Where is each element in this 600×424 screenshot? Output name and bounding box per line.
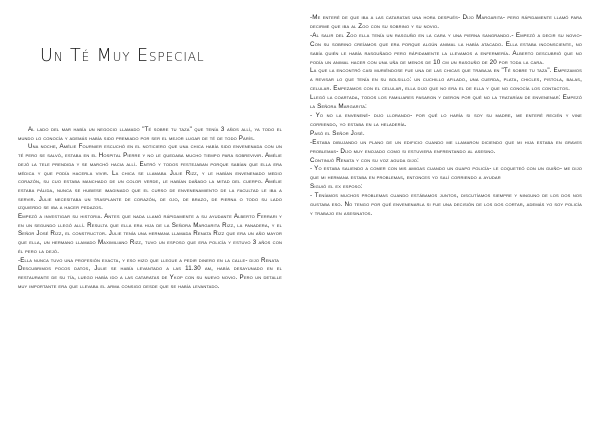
paragraph: Continuó Renata y con su voz aguda dijo: <box>310 156 419 164</box>
paragraph: -Me enteré de que iba a las cataratas una hora después- Dijo Margarita- pero rápidamente llamó para decirme que iba al Zoo con su sobrino y su novio. <box>310 14 582 30</box>
paragraph: -Estaba dibujando un plano de un edificio cuando me llamaron diciendo que mi hija estaba en graves problemas- Dijo muy enojado como si estuviera enfrentando al asesino. <box>310 138 582 155</box>
paragraph: - Yo no la envenené- dijo llorando- por qué lo haría si soy su madre, me enteré recién y vine corriendo, yo estaba en la heladería. <box>310 111 582 128</box>
paragraph: Pasó el Señor José. <box>310 129 365 137</box>
paragraph: Siguió el ex esposo: <box>310 183 363 191</box>
paragraph: Una noche, Amélie Fournier escuchó en el noticiero que una chica había sido envenenada con un té pero se salvó, estaba en el Hospital Pierre y no le quedaba mucho tiempo para sobrevivir. Amélie dejó la tele prendida y se marchó hacia allí. Entró y todos festejaban porque sabían que ella era médica y que podía hacerla vivir. La chica se llamaba Julie Rizz, y le habían envenenado medio corazón, su cuo estaba manchado de un color verde, le habían dañado la mitad del cuerpo. Amélie estaba pálida, nunca se hubiese imaginado que el curso de envenenamiento de la facultad le iba a servir. Julie necesitaba un trasplante de corazón, de ojo, de brazo, de pierna o todo su lado izquierdo se iba a hacer pedazos. <box>18 143 282 212</box>
paragraph: Descubrimos pocos datos, Julie se había levantado a las 11.30 am, había desayunado en el restaurante de su tía, luego había ido a las cataratas de Ykop con su nuevo novio. Pero un detalle muy importante era que llevaba el arma consigo desde que se había levantado. <box>18 265 282 290</box>
story-title: Un Té Muy Especial <box>40 46 205 66</box>
paragraph: Empezó a investigar su historia. Antes que nada llamó rápidamente a su ayudante Alberto Ferrari y en un segundo llegó allí. Resulta que ella era hija de la Señora Margarita Rizz, la panadera, y el Señor José Rizz, el constructor. Julie tenía una hermana llamada Renata Rizz que era un año mayor que ella, un hermano llamado Maximiliano Rizz, tuvo un esposo que era policía y estuvo 3 años con él pero la dejó. <box>18 213 282 255</box>
left-column <box>18 0 282 424</box>
right-column <box>310 14 582 418</box>
left-column-text <box>18 126 282 291</box>
paragraph: -Ella nunca tuvo una profesión exacta, y eso hizo que llegue a pedir dinero en la calle- dijo Renata <box>18 256 280 264</box>
paragraph: Llegó la coartada, todos los familiares pasaron y dieron por qué no la tratarían de envenenar: Empezó la Señora Margarita: <box>310 94 582 111</box>
paragraph: Al lado del mar había un negocio llamado "Té sobre tu taza" que tenía 3 años allí, ya todo el mundo lo conocía y además había sido premiado por ser el mejor lugar de té de todo París. <box>18 126 282 142</box>
paragraph: -Al salir del Zoo ella tenía un rasguño en la cara y una pierna sangrando.- Empezó a decir su novio- Con su sobrino creíamos que era porque algún animal la había atacado. Ella estaba inconsciente, no sabía quién le había rasguñado pero rápidamente la llevamos a enfermería. Alberto descubrió que no podía un animal hacer con una uña de menos de 10 cm un rasguño de 20 por toda la cara. <box>310 31 582 66</box>
paragraph: La que la encontró casi muriéndose fue una de las chicas que trabaja en "Té sobre tu taza". Empezamos a revisar lo que tenía en su bolsillo: un cuchillo afilado, una cuerda, plata, chicles, pistola, balas, celular. Empezamos con el celular, ella dijo que no era el de ella y que no conocía los contactos. <box>310 67 582 93</box>
paragraph: - Yo estaba saliendo a comer con mis amigas cuando un guapo policía- le coqueteó con un guiño- me dijo que mi hermana estaba en problemas, entonces yo salí corriendo a ayudar <box>310 165 582 182</box>
paragraph: - Teníamos muchos problemas cuando estábamos juntos, discutíamos siempre y ninguno de los dos nos gustaba eso. No tengo por qué envenenarla si fue una decisión de los dos cortar, además yo soy policía y trabajo en asesinatos. <box>310 192 582 217</box>
